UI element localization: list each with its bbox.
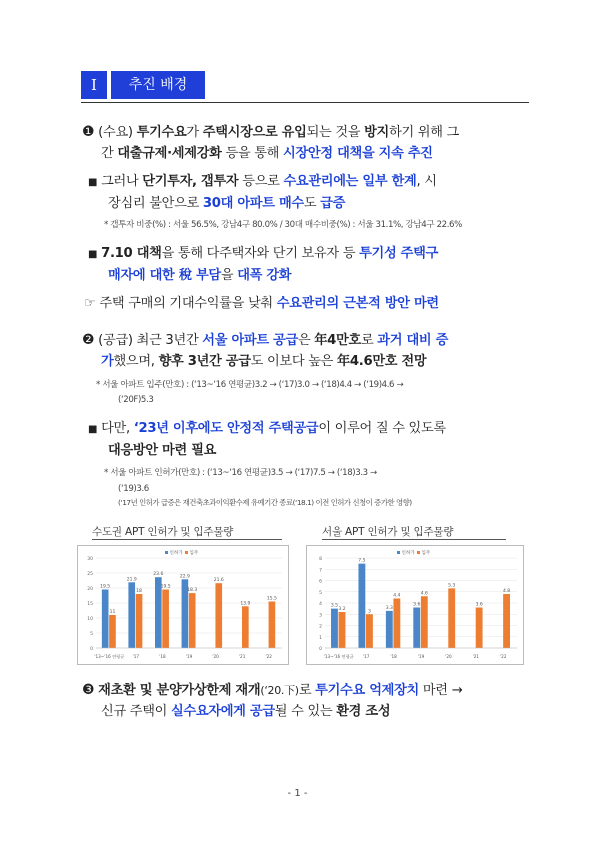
x-tick-label: '18: [390, 654, 397, 659]
bar: [102, 590, 109, 649]
data-label: 23.6: [153, 572, 164, 578]
y-tick-label: 0: [90, 647, 93, 652]
bar: [366, 614, 373, 648]
item2-note2-line1: * 서울 아파트 인허가(만호) : (‘13~‘16 연평균)3.5 → (‘17)7.5 → (‘18)3.3 →: [104, 468, 377, 478]
data-label: 18: [136, 589, 142, 594]
data-label: 4.6: [420, 591, 428, 597]
item2-note2-line2: (‘19)3.6: [118, 484, 149, 494]
data-label: 3.6: [413, 602, 421, 608]
bar: [331, 609, 338, 648]
y-tick-label: 2: [319, 624, 322, 630]
bar: [269, 602, 276, 649]
item2-note3: (‘17년 인허가 급증은 재건축초과이익환수제 유예기간 종료(‘18.1) 이전 인허가 신청이 증가한 영향): [118, 498, 412, 507]
bar: [136, 594, 143, 648]
data-label: 3: [367, 609, 371, 615]
data-label: 4.4: [393, 593, 401, 599]
data-label: 4.8: [502, 589, 511, 594]
data-label: 3.6: [475, 602, 483, 608]
left-chart: [77, 545, 289, 665]
item2-marker: ❷: [82, 332, 95, 348]
x-tick-label: '22: [265, 654, 272, 659]
bar: [109, 615, 116, 648]
item2-bullet1-line2: 대응방안 마련 필요: [108, 443, 217, 458]
legend-swatch: [165, 551, 168, 554]
data-label: 19.5: [160, 584, 171, 590]
x-tick-label: '19: [185, 654, 193, 659]
item1-marker: ❶: [82, 124, 95, 140]
bar: [448, 588, 455, 648]
data-label: 21.6: [213, 578, 224, 584]
y-tick-label: 4: [319, 602, 322, 607]
right-chart-title: 서울 APT 인허가 및 입주물량: [322, 526, 454, 538]
item3-line1: ❸ 재초환 및 분양가상한제 재개(‘20.下)로 투기수요 억제장치 마련 →: [82, 682, 463, 698]
item1-line2: 간 대출규제·세제강화 등을 통해 시장안정 대책을 지속 추진: [101, 146, 433, 161]
x-tick-label: '22: [500, 654, 507, 659]
y-tick-label: 5: [90, 632, 93, 637]
data-label: 22.9: [179, 574, 190, 580]
left-chart-title: 수도권 APT 인허가 및 입주물량: [92, 526, 234, 538]
right-chart: [306, 545, 524, 665]
item1-bullet1-line1: ■ 그러나 단기투자, 갭투자 등으로 수요관리에는 일부 한계, 시: [88, 174, 437, 189]
bar: [358, 564, 365, 648]
data-label: 21.9: [126, 577, 137, 583]
legend-swatch: [417, 551, 420, 554]
data-label: 5.3: [448, 583, 456, 589]
x-tick-label: '13~'16 연평균: [94, 654, 125, 659]
item1-bullet1-line2: 장심리 불안으로 30대 아파트 매수도 급증: [108, 196, 346, 211]
bar: [242, 606, 249, 648]
y-tick-label: 8: [319, 557, 322, 562]
x-tick-label: '13~'16 연평균: [323, 654, 354, 659]
data-label: 3.3: [385, 605, 393, 611]
bar: [421, 596, 428, 648]
item1-conclusion: ☞ 주택 구매의 기대수익률을 낮춰 수요관리의 근본적 방안 마련: [84, 296, 439, 311]
bar: [339, 612, 346, 648]
data-label: 18.3: [187, 588, 198, 594]
section-number: I: [81, 71, 107, 99]
bar: [413, 608, 420, 649]
bar: [503, 594, 510, 648]
item1-bullet2-line2: 매자에 대한 稅 부담을 대폭 강화: [108, 268, 292, 283]
y-tick-label: 10: [87, 617, 93, 622]
bar: [162, 590, 169, 649]
y-tick-label: 30: [87, 557, 93, 562]
legend-label: 인허가: [169, 551, 183, 556]
bar: [476, 608, 483, 649]
bar: [128, 582, 135, 648]
pointing-hand-icon: ☞: [84, 296, 96, 311]
x-tick-label: '17: [132, 654, 140, 659]
y-tick-label: 3: [319, 613, 322, 619]
item3-marker: ❸: [82, 682, 95, 698]
page-number: - 1 -: [287, 788, 308, 799]
item2-note1-line1: * 서울 아파트 입주(만호) : (‘13~‘16 연평균)3.2 → (‘17)3.0 → (‘18)4.4 → (‘19)4.6 →: [96, 380, 404, 390]
legend-label: 인허가: [401, 551, 415, 556]
data-label: 7.5: [358, 558, 366, 564]
data-label: 19.5: [100, 584, 111, 590]
bullet-square-icon: ■: [88, 249, 98, 260]
item1-line1: ❶ (수요) 투기수요가 주택시장으로 유입되는 것을 방지하기 위해 그: [82, 124, 459, 140]
item1-note1: * 갭투자 비중(%) : 서울 56.5%, 강남4구 80.0% / 30대 매수비중(%) : 서울 31.1%, 강남4구 22.6%: [104, 220, 462, 230]
item2-bullet1-line1: ■ 다만, ‘23년 이후에도 안정적 주택공급이 이루어 질 수 있도록: [88, 421, 446, 436]
item3-line2: 신규 주택이 실수요자에게 공급될 수 있는 환경 조성: [101, 704, 391, 719]
bar: [189, 593, 196, 648]
item2-line1: ❷ (공급) 최근 3년간 서울 아파트 공급은 年4만호로 과거 대비 증: [82, 332, 449, 348]
item2-note1-line2: (‘20F)5.3: [118, 395, 154, 405]
bar: [386, 611, 393, 648]
x-tick-label: '21: [472, 654, 480, 659]
y-tick-label: 6: [319, 579, 322, 585]
data-label: 11: [109, 610, 116, 615]
x-tick-label: '17: [362, 654, 370, 659]
bar: [215, 583, 222, 648]
legend-swatch: [185, 551, 188, 554]
x-tick-label: '20: [445, 654, 452, 659]
y-tick-label: 1: [319, 635, 322, 641]
y-tick-label: 5: [319, 590, 322, 596]
bar: [393, 599, 400, 649]
right-chart-title-underline: [322, 539, 506, 540]
data-label: 15.5: [266, 596, 277, 602]
y-tick-label: 0: [319, 647, 322, 652]
y-tick-label: 15: [87, 602, 93, 607]
left-chart-title-underline: [92, 539, 282, 540]
x-tick-label: '20: [212, 654, 219, 659]
data-label: 3.2: [338, 607, 346, 612]
legend-label: 입주: [189, 551, 199, 556]
section-divider: [81, 102, 529, 103]
bullet-square-icon: ■: [88, 177, 98, 188]
x-tick-label: '18: [159, 654, 166, 659]
y-tick-label: 20: [87, 587, 93, 592]
legend-label: 입주: [421, 551, 431, 556]
x-tick-label: '19: [417, 654, 425, 659]
data-label: 3.5: [330, 603, 339, 609]
item1-bullet2-line1: ■ 7.10 대책을 통해 다주택자와 단기 보유자 등 투기성 주택구: [88, 246, 439, 261]
bullet-square-icon: ■: [88, 424, 98, 435]
y-tick-label: 25: [87, 572, 93, 577]
data-label: 13.9: [240, 601, 251, 607]
x-tick-label: '21: [238, 654, 246, 659]
legend-swatch: [397, 551, 400, 554]
section-title: 추진 배경: [111, 71, 205, 99]
item2-line2: 가했으며, 향후 3년간 공급도 이보다 높은 年4.6만호 전망: [101, 354, 427, 369]
y-tick-label: 7: [319, 568, 322, 574]
